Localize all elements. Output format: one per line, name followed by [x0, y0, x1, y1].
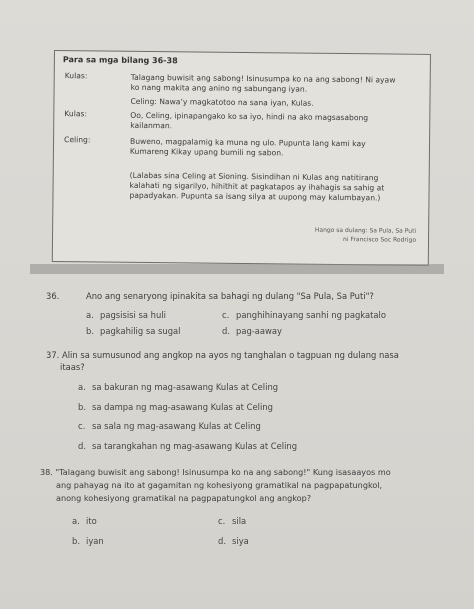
q36-option-d[interactable]: d. pag-aaway [222, 326, 282, 336]
kulas-line-1: Talagang buwisit ang sabong! Isinusumpa ko na ang sabong! Ni ayaw [130, 72, 396, 85]
stage-direction-2: kalahati ng sigarilyo, hihithit at pagkatapos ay ihahagis sa sahig at [129, 180, 385, 193]
stage-direction-3: papadyakan. Pupunta sa isang silya at uupong may kalumbayan.) [129, 190, 381, 203]
speaker-celing-2: Celing: [64, 135, 91, 145]
speaker-kulas: Kulas: [64, 71, 88, 81]
q36-text: Ano ang senaryong ipinakita sa bahagi ng dulang "Sa Pula, Sa Puti"? [86, 291, 374, 301]
q36-number: 36. [46, 291, 60, 301]
q37-option-c[interactable]: c. sa sala ng mag-asawang Kulas at Celing [78, 421, 261, 431]
kulas-line-2: ko nang makita ang anino ng sabungang iyan. [130, 82, 308, 94]
stage-direction-1: (Lalabas sina Celing at Sioning. Sisindihan ni Kulas ang natitirang [129, 170, 379, 183]
q37-option-b[interactable]: b. sa dampa ng mag-asawang Kulas at Celing [78, 402, 273, 412]
q37-text-line-1: 37. Alin sa sumusunod ang angkop na ayos ng tanghalan o tagpuan ng dulang nasa [46, 350, 399, 360]
q36-option-c[interactable]: c. panghihinayang sanhi ng pagkatalo [222, 310, 387, 320]
q38-option-c[interactable]: c. sila [218, 516, 247, 526]
source-author: ni Francisco Soc Rodrigo [343, 236, 417, 244]
q36-option-a[interactable]: a. pagsisisi sa huli [86, 310, 166, 320]
speaker-kulas-2: Kulas: [64, 109, 88, 119]
q36-option-b[interactable]: b. pagkahilig sa sugal [86, 326, 181, 336]
celing-line: Celing: Nawa’y magkatotoo na sana iyan, Kulas. [130, 96, 314, 108]
q38-text-line-3: anong kohesiyong gramatikal na pagpapatungkol ang angkop? [56, 493, 312, 503]
q38-text-line-1: 38. "Talagang buwisit ang sabong! Isinusumpa ko na ang sabong!" Kung isasaayos mo [40, 467, 391, 477]
divider-bar [30, 264, 444, 274]
kulas2-line-1: Oo, Celing, ipinapangako ko sa iyo, hindi na ako magsasabong [130, 110, 369, 123]
passage-box [52, 50, 431, 266]
source-title: Hango sa dulang: Sa Pula, Sa Puti [314, 226, 417, 235]
q38-text-line-2: ang pahayag na ito at gagamitan ng kohesiyong gramatikal na pagpapatungkol, [56, 480, 383, 490]
celing2-line-1: Buweno, magpalamig ka muna ng ulo. Pupunta lang kami kay [130, 136, 366, 149]
q37-text-line-2: itaas? [60, 362, 85, 372]
kulas2-line-2: kailanman. [130, 120, 173, 131]
passage-header: Para sa mga bilang 36-38 [62, 55, 178, 66]
q38-option-b[interactable]: b. iyan [72, 536, 104, 546]
q37-option-d[interactable]: d. sa tarangkahan ng mag-asawang Kulas at Celing [78, 441, 298, 451]
q38-option-d[interactable]: d. siya [218, 536, 249, 546]
q38-option-a[interactable]: a. ito [72, 516, 97, 526]
q37-option-a[interactable]: a. sa bakuran ng mag-asawang Kulas at Celing [78, 382, 279, 392]
celing2-line-2: Kumareng Kikay upang bumili ng sabon. [129, 146, 284, 158]
